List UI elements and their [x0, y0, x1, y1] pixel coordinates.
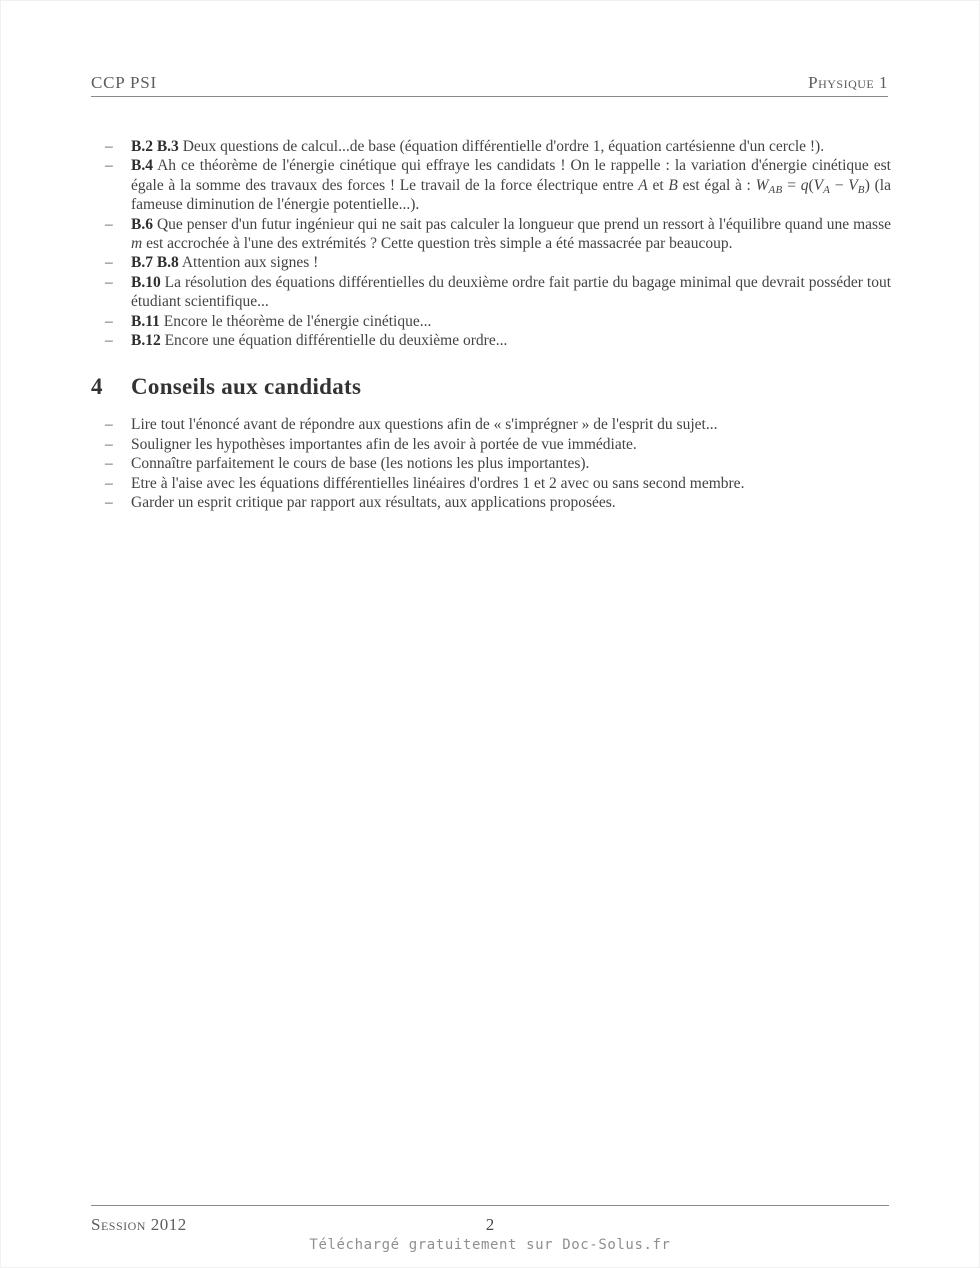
math-var-q: q — [800, 176, 809, 194]
remark-text: est égal à : — [677, 176, 756, 194]
advice-item — [91, 415, 891, 434]
question-label: B.4 — [131, 157, 153, 175]
math-sub-A: A — [823, 183, 831, 196]
advice-text: Lire tout l'énoncé avant de répondre aux questions afin de « s'imprégner » de l'esprit du sujet... — [131, 416, 718, 434]
question-label: B.10 — [131, 273, 161, 291]
math-paren-close: ) — [864, 176, 870, 194]
advice-list — [91, 415, 891, 512]
section-heading — [91, 374, 891, 400]
advice-text: Etre à l'aise avec les équations différentielles linéaires d'ordres 1 et 2 avec ou sans second membre. — [131, 474, 745, 492]
question-label: B.6 — [131, 215, 153, 233]
remark-text: (la fameuse diminution de l'énergie potentielle...). — [131, 176, 891, 214]
download-notice: Téléchargé gratuitement sur Doc-Solus.fr — [309, 1237, 671, 1253]
section-title: Conseils aux candidats — [131, 374, 362, 400]
remark-text: Attention aux signes ! — [181, 254, 319, 272]
remark-text: Ah ce théorème de l'énergie cinétique qui effraye les candidats ! On le rappelle : la variation d'énergie cinétique est égale à la somme des travaux des forces ! Le travail de la force électrique entre — [131, 157, 891, 194]
dash-marker: – — [105, 416, 113, 434]
dash-marker: – — [105, 332, 113, 350]
remark-item-b2-b3 — [91, 137, 891, 156]
remark-text: et — [647, 176, 669, 194]
remark-item-b4 — [91, 156, 891, 214]
remark-item-b6 — [91, 215, 891, 254]
advice-item — [91, 474, 891, 493]
math-var-B: B — [668, 176, 678, 194]
advice-text: Garder un esprit critique par rapport aux résultats, aux applications proposées. — [131, 494, 616, 512]
dash-marker: – — [105, 455, 113, 473]
remark-text: Deux questions de calcul...de base (équation différentielle d'ordre 1, équation cartésienne d'un cercle !). — [182, 138, 825, 155]
dash-marker: – — [105, 254, 113, 272]
math-var-V: V — [813, 176, 824, 194]
section-number: 4 — [91, 374, 103, 400]
page-header — [91, 73, 888, 97]
math-var-W: W — [755, 176, 769, 194]
remark-item-b10 — [91, 273, 891, 312]
remark-item-b7-b8 — [91, 253, 891, 272]
advice-item — [91, 435, 891, 454]
remark-text: est accrochée à l'une des extrémités ? Cette question très simple a été massacrée par beaucoup. — [142, 235, 733, 253]
question-label: B.11 — [131, 312, 160, 330]
advice-item — [91, 454, 891, 473]
math-paren-open: ( — [808, 176, 814, 194]
question-label: B.12 — [131, 332, 161, 350]
math-sub-B: B — [857, 183, 865, 196]
math-minus: − — [830, 176, 849, 194]
remark-text: Encore le théorème de l'énergie cinétique... — [163, 312, 432, 330]
remark-item-b12 — [91, 331, 891, 350]
dash-marker: – — [105, 474, 113, 492]
footer-session-label: Session 2012 — [91, 1215, 187, 1234]
dash-marker: – — [105, 273, 113, 291]
page-number: 2 — [485, 1215, 495, 1234]
dash-marker: – — [105, 435, 113, 453]
advice-text: Souligner les hypothèses importantes afin de les avoir à portée de vue immédiate. — [131, 435, 637, 453]
dash-marker: – — [105, 312, 113, 330]
math-equals: = — [782, 176, 801, 194]
advice-item — [91, 493, 891, 512]
header-right-title: Physique 1 — [808, 73, 888, 92]
math-var-m: m — [131, 235, 143, 253]
math-var-A: A — [638, 176, 648, 194]
dash-marker: – — [105, 138, 113, 155]
math-sub-AB: AB — [768, 183, 783, 196]
dash-marker: – — [105, 215, 113, 233]
advice-text: Connaître parfaitement le cours de base (les notions les plus importantes). — [131, 455, 590, 473]
remark-text: La résolution des équations différentielles du deuxième ordre fait partie du bagage minimal que devrait posséder tout étudiant scientifique... — [131, 273, 891, 311]
remark-item-b11 — [91, 312, 891, 331]
header-left-title: CCP PSI — [91, 73, 157, 92]
remark-text: Que penser d'un futur ingénieur qui ne sait pas calculer la longueur que prend un ressort à l'équilibre quand une masse — [156, 215, 892, 233]
dash-marker: – — [105, 494, 113, 512]
page-footer — [91, 1205, 889, 1235]
page-body — [91, 137, 891, 513]
remarks-list — [91, 137, 891, 350]
dash-marker: – — [105, 157, 113, 175]
math-var-V: V — [848, 176, 858, 194]
remark-text: Encore une équation différentielle du deuxième ordre... — [164, 332, 508, 350]
question-label: B.2 B.3 — [131, 138, 179, 155]
question-label: B.7 B.8 — [131, 254, 179, 272]
